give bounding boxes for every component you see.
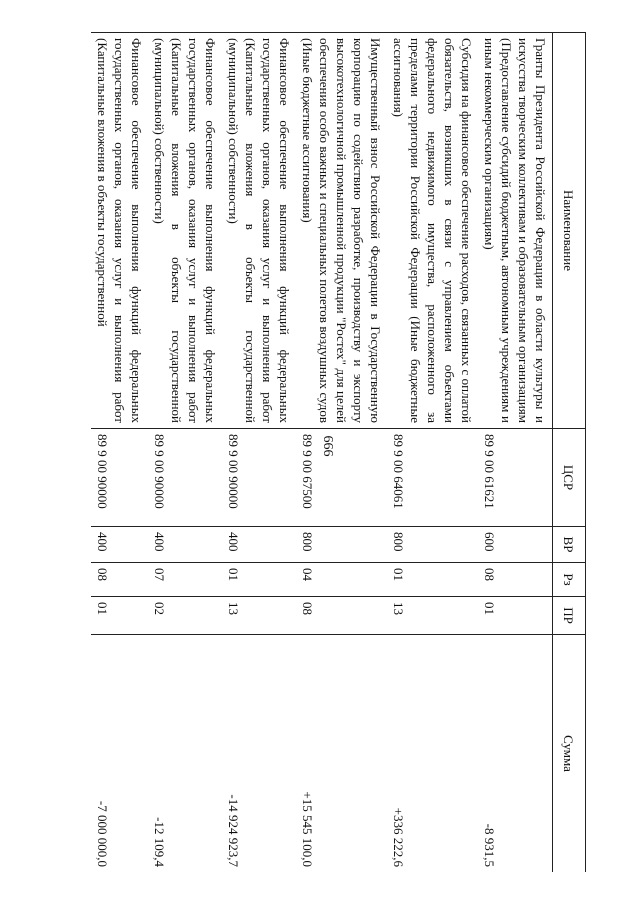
row-vr: 800 — [296, 527, 387, 563]
header-csr: ЦСР — [553, 429, 586, 527]
row-sum: -7 000 000,0 — [91, 635, 148, 873]
row-pr: 13 — [387, 597, 478, 635]
table-header-row — [553, 33, 586, 873]
header-name: Наименование — [553, 33, 586, 429]
table-row — [478, 33, 553, 873]
row-name: Имущественный взнос Российской Федерации в Государственную корпорацию по содействию разработке, производству и экспорту высокотехнологичной промышленной продукции "Ростех" для целей обеспечения особо важных и специальных полетов воздушных судов (Иные бюджетные ассигнования) — [296, 33, 387, 429]
table-row — [387, 33, 478, 873]
header-rz: Рз — [553, 563, 586, 597]
row-csr: 89 9 00 90000 — [148, 429, 222, 527]
row-vr: 400 — [148, 527, 222, 563]
header-pr: ПР — [553, 597, 586, 635]
row-rz: 01 — [222, 563, 296, 597]
table-row — [148, 33, 222, 873]
row-csr: 89 9 00 61621 — [478, 429, 553, 527]
row-rz: 04 — [296, 563, 387, 597]
row-vr: 400 — [222, 527, 296, 563]
row-name: Гранты Президента Российской Федерации в области культуры и искусства творческим коллективам и образовательным организациям (Предоставление субсидий бюджетным, автономным учреждениям и иным некоммерческим организациям) — [478, 33, 553, 429]
row-pr: 02 — [148, 597, 222, 635]
row-pr: 01 — [91, 597, 148, 635]
row-sum: -14 924 923,7 — [222, 635, 296, 873]
row-sum: +336 222,6 — [387, 635, 478, 873]
budget-table — [91, 32, 586, 872]
page-number: 666 — [320, 435, 335, 457]
row-vr: 800 — [387, 527, 478, 563]
table-row — [296, 33, 387, 873]
row-vr: 400 — [91, 527, 148, 563]
rotated-page-area — [60, 32, 586, 872]
table-row — [91, 33, 148, 873]
row-pr: 13 — [222, 597, 296, 635]
row-name: Финансовое обеспечение выполнения функций федеральных государственных органов, оказания услуг и выполнения работ (Капитальные вложения в объекты государственной (муниципальной) собственности) — [148, 33, 222, 429]
row-rz: 08 — [91, 563, 148, 597]
row-name: Субсидия на финансовое обеспечение расходов, связанных с оплатой обязательств, возникших в связи с управлением объектами федерального недвижимого имущества, расположенного за пределами территории Российской Федерации (Иные бюджетные ассигнования) — [387, 33, 478, 429]
row-rz: 01 — [387, 563, 478, 597]
row-sum: +15 545 100,0 — [296, 635, 387, 873]
row-pr: 01 — [478, 597, 553, 635]
header-sum: Сумма — [553, 635, 586, 873]
row-csr: 89 9 00 90000 — [222, 429, 296, 527]
row-pr: 08 — [296, 597, 387, 635]
row-sum: -12 109,4 — [148, 635, 222, 873]
row-csr: 89 9 00 67500 — [296, 429, 387, 527]
row-csr: 89 9 00 64061 — [387, 429, 478, 527]
row-sum: -8 931,5 — [478, 635, 553, 873]
row-csr: 89 9 00 90000 — [91, 429, 148, 527]
row-rz: 08 — [478, 563, 553, 597]
table-row — [222, 33, 296, 873]
row-name: Финансовое обеспечение выполнения функций федеральных государственных органов, оказания услуг и выполнения работ (Капитальные вложения в объекты государственной — [91, 33, 148, 429]
header-vr: ВР — [553, 527, 586, 563]
row-vr: 600 — [478, 527, 553, 563]
row-name: Финансовое обеспечение выполнения функций федеральных государственных органов, оказания услуг и выполнения работ (Капитальные вложения в объекты государственной (муниципальной) собственности) — [222, 33, 296, 429]
landscape-frame — [60, 32, 586, 872]
row-rz: 07 — [148, 563, 222, 597]
